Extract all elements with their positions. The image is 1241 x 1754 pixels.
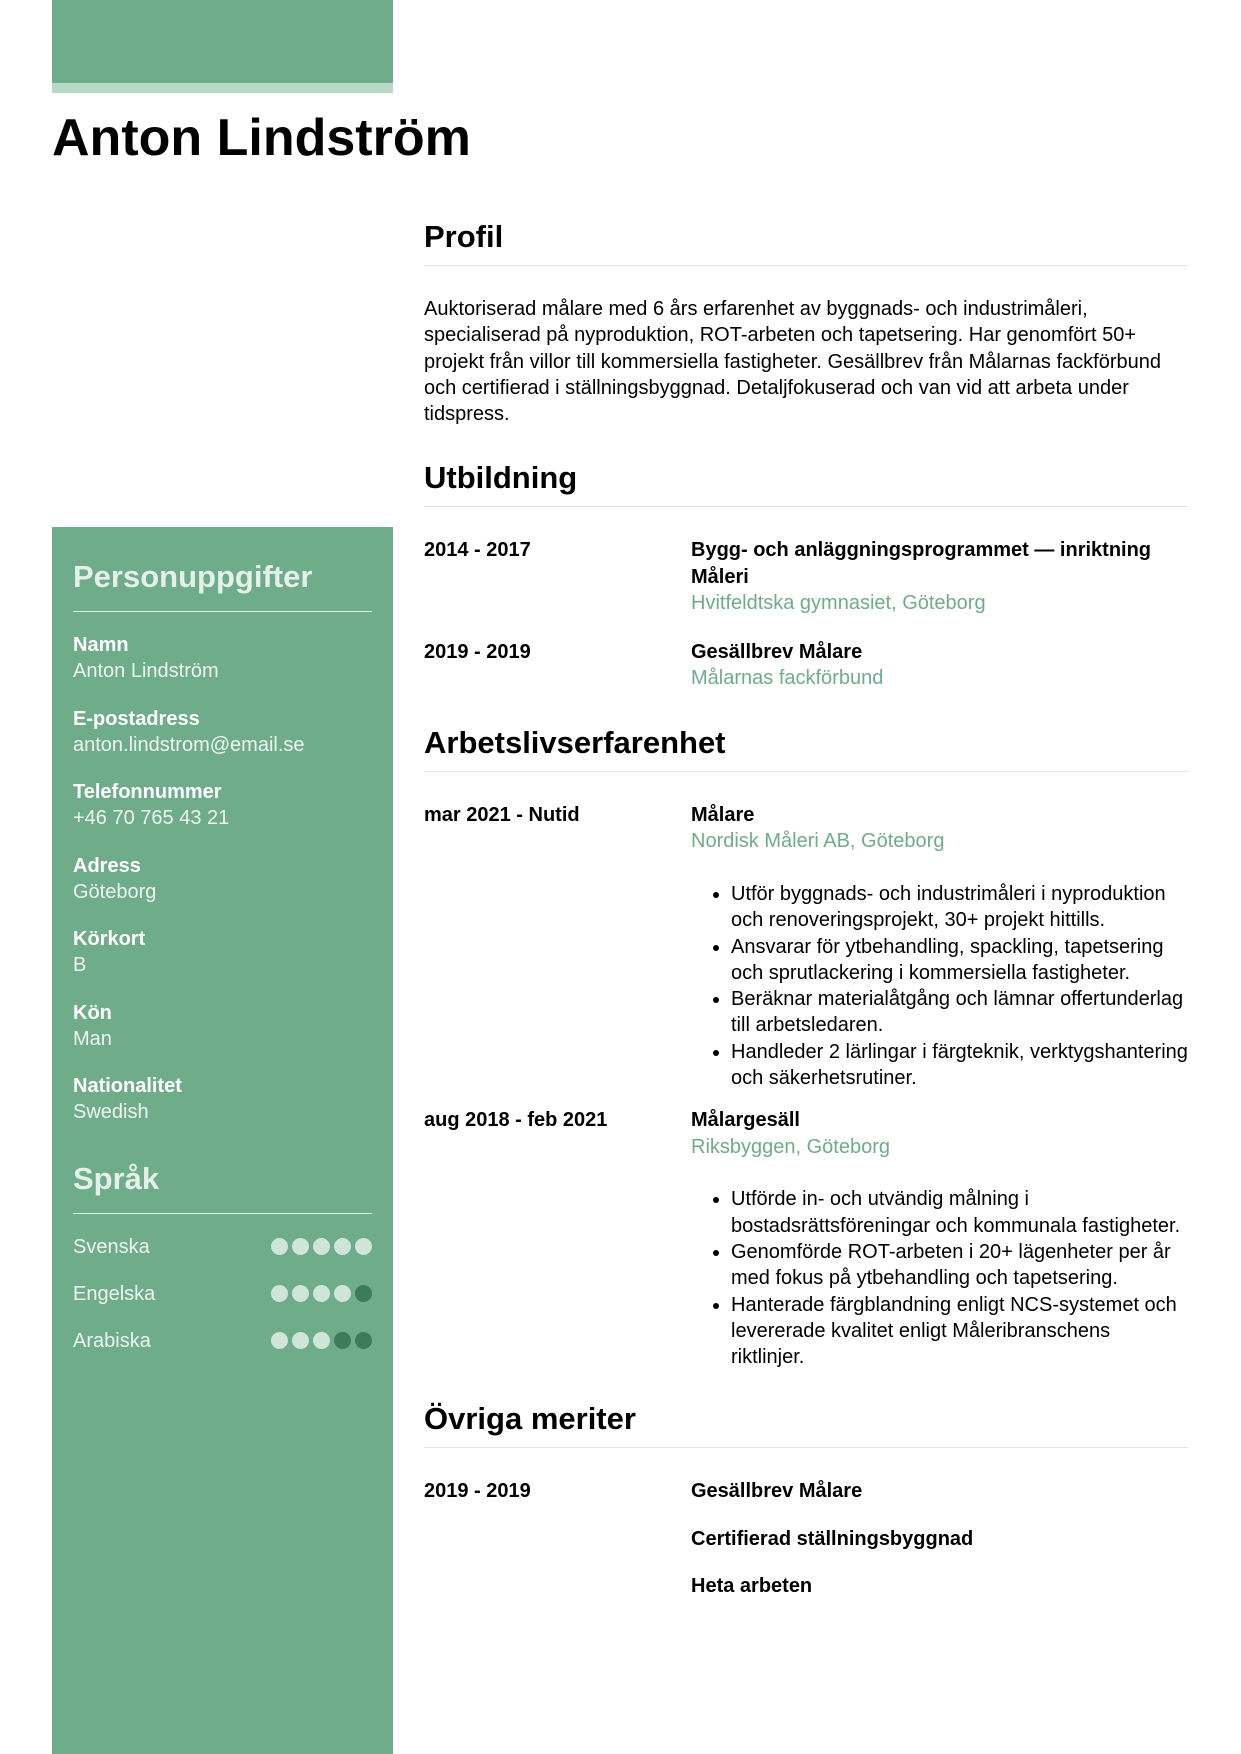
personal-item-value: +46 70 765 43 21 (73, 807, 230, 829)
rating-dot-filled (271, 1332, 288, 1349)
personal-item-label: Telefonnummer (73, 781, 222, 803)
bullet-item: • Handleder 2 lärlingar i färgteknik, verktygshantering och säkerhetsrutiner. (731, 1039, 1188, 1092)
education-entry (424, 537, 1188, 617)
main-content (424, 210, 1188, 1622)
personal-item-label: E-postadress (73, 707, 200, 730)
entry-date: 2014 - 2017 (424, 539, 531, 562)
personal-item-value: Göteborg (73, 880, 157, 903)
personal-item-label: Nationalitet (73, 1075, 182, 1097)
language-row (73, 1328, 372, 1375)
other-merits-title: Övriga meriter (424, 1401, 636, 1437)
personal-item-value: Anton Lindström (73, 660, 219, 682)
rating-dot-filled (271, 1285, 288, 1302)
rating-dot-empty (334, 1332, 351, 1349)
rating-dot-empty (355, 1332, 372, 1349)
personal-item-name (73, 632, 372, 706)
education-title: Utbildning (424, 460, 578, 496)
profile-title: Profil (424, 219, 504, 254)
rating-dot-filled (271, 1238, 288, 1255)
personal-item-nationality (73, 1073, 372, 1147)
personal-item-email (73, 706, 372, 780)
other-merits-entry (424, 1478, 1188, 1600)
entry-title: Bygg- och anläggningsprogrammet — inriktning Måleri (691, 539, 1152, 588)
rating-dot-filled (292, 1332, 309, 1349)
rating-dot-filled (334, 1285, 351, 1302)
rating-dot-filled (313, 1332, 330, 1349)
language-rating (271, 1238, 372, 1255)
profile-text: Auktoriserad målare med 6 års erfarenhet av byggnads- och industrimåleri, specialiserad på nyproduktion, ROT-arbeten och tapetsering. Har genomfört 50+ projekt från villor till kommersiella fastigheter. Gesällbrev från Målarnas fackförbund och certifierad i ställningsbyggnad. Detaljfokuserad och van vid att arbeta under tidspress. (424, 298, 1161, 426)
personal-item-value: B (73, 954, 87, 976)
entry-bullets (691, 1186, 1188, 1370)
candidate-name: Anton Lindström (52, 109, 471, 167)
education-entry (424, 639, 1188, 692)
merit-item: Certifierad ställningsbyggnad (691, 1527, 974, 1550)
personal-item-label: Adress (73, 854, 141, 877)
language-rating (271, 1332, 372, 1349)
entry-institution: Målarnas fackförbund (691, 667, 884, 690)
bullet-item: • Hanterade färgblandning enligt NCS-systemet och levererade kvalitet enligt Måleribranschens riktlinjer. (731, 1292, 1188, 1371)
entry-employer: Nordisk Måleri AB, Göteborg (691, 830, 945, 853)
rating-dot-filled (313, 1238, 330, 1255)
language-row (73, 1234, 372, 1281)
education-divider (424, 506, 1188, 507)
bullet-item: • Utförde in- och utvändig målning i bostadsrättsföreningar och kommunala fastigheter. (731, 1186, 1188, 1239)
personal-item-label: Kön (73, 1001, 112, 1024)
entry-employer: Riksbyggen, Göteborg (691, 1135, 891, 1158)
bullet-item: • Ansvarar för ytbehandling, spackling, tapetsering och sprutlackering i kommersiella fastigheter. (731, 934, 1188, 987)
merit-item: Gesällbrev Målare (691, 1480, 863, 1503)
languages-divider (73, 1213, 372, 1214)
entry-date: aug 2018 - feb 2021 (424, 1109, 608, 1132)
rating-dot-filled (355, 1238, 372, 1255)
rating-dot-filled (292, 1285, 309, 1302)
entry-title: Målargesäll (691, 1109, 800, 1132)
sidebar-content (73, 557, 372, 1375)
personal-item-value: anton.lindstrom@email.se (73, 733, 305, 756)
personal-item-value: Swedish (73, 1101, 149, 1123)
experience-divider (424, 771, 1188, 772)
sidebar (52, 527, 393, 1754)
entry-title: Gesällbrev Målare (691, 640, 863, 663)
entry-date: 2019 - 2019 (424, 1480, 531, 1503)
experience-title: Arbetslivserfarenhet (424, 724, 726, 760)
personal-item-phone (73, 779, 372, 853)
entry-date: mar 2021 - Nutid (424, 803, 580, 826)
personal-item-value: Man (73, 1027, 112, 1050)
language-name: Arabiska (73, 1329, 151, 1352)
entry-title: Målare (691, 803, 755, 826)
language-name: Engelska (73, 1282, 156, 1305)
languages-title: Språk (73, 1160, 160, 1196)
bullet-item: • Genomförde ROT-arbeten i 20+ lägenheter per år med fokus på ytbehandling och tapetsering. (731, 1239, 1188, 1292)
personal-item-license (73, 926, 372, 1000)
rating-dot-filled (292, 1238, 309, 1255)
header-accent-strip (52, 83, 393, 93)
bullet-item: • Utför byggnads- och industrimåleri i nyproduktion och renoveringsprojekt, 30+ projekt hittills. (731, 881, 1188, 934)
other-merits-divider (424, 1447, 1188, 1448)
entry-date: 2019 - 2019 (424, 640, 531, 663)
language-rating (271, 1285, 372, 1302)
experience-entry (424, 1107, 1188, 1370)
personal-item-gender (73, 1000, 372, 1074)
personal-item-label: Körkort (73, 928, 146, 950)
profile-divider (424, 265, 1188, 266)
personal-item-address (73, 853, 372, 927)
rating-dot-empty (355, 1285, 372, 1302)
personal-item-label: Namn (73, 634, 129, 656)
entry-bullets (691, 881, 1188, 1091)
language-name: Svenska (73, 1235, 150, 1258)
language-row (73, 1281, 372, 1328)
entry-institution: Hvitfeldtska gymnasiet, Göteborg (691, 592, 986, 615)
merit-item: Heta arbeten (691, 1575, 813, 1598)
experience-entry (424, 802, 1188, 1091)
header-accent-bar (52, 0, 393, 83)
rating-dot-filled (334, 1238, 351, 1255)
personal-info-divider (73, 611, 372, 612)
rating-dot-filled (313, 1285, 330, 1302)
personal-info-title: Personuppgifter (73, 559, 313, 594)
bullet-item: • Beräknar materialåtgång och lämnar offertunderlag till arbetsledaren. (731, 986, 1188, 1039)
